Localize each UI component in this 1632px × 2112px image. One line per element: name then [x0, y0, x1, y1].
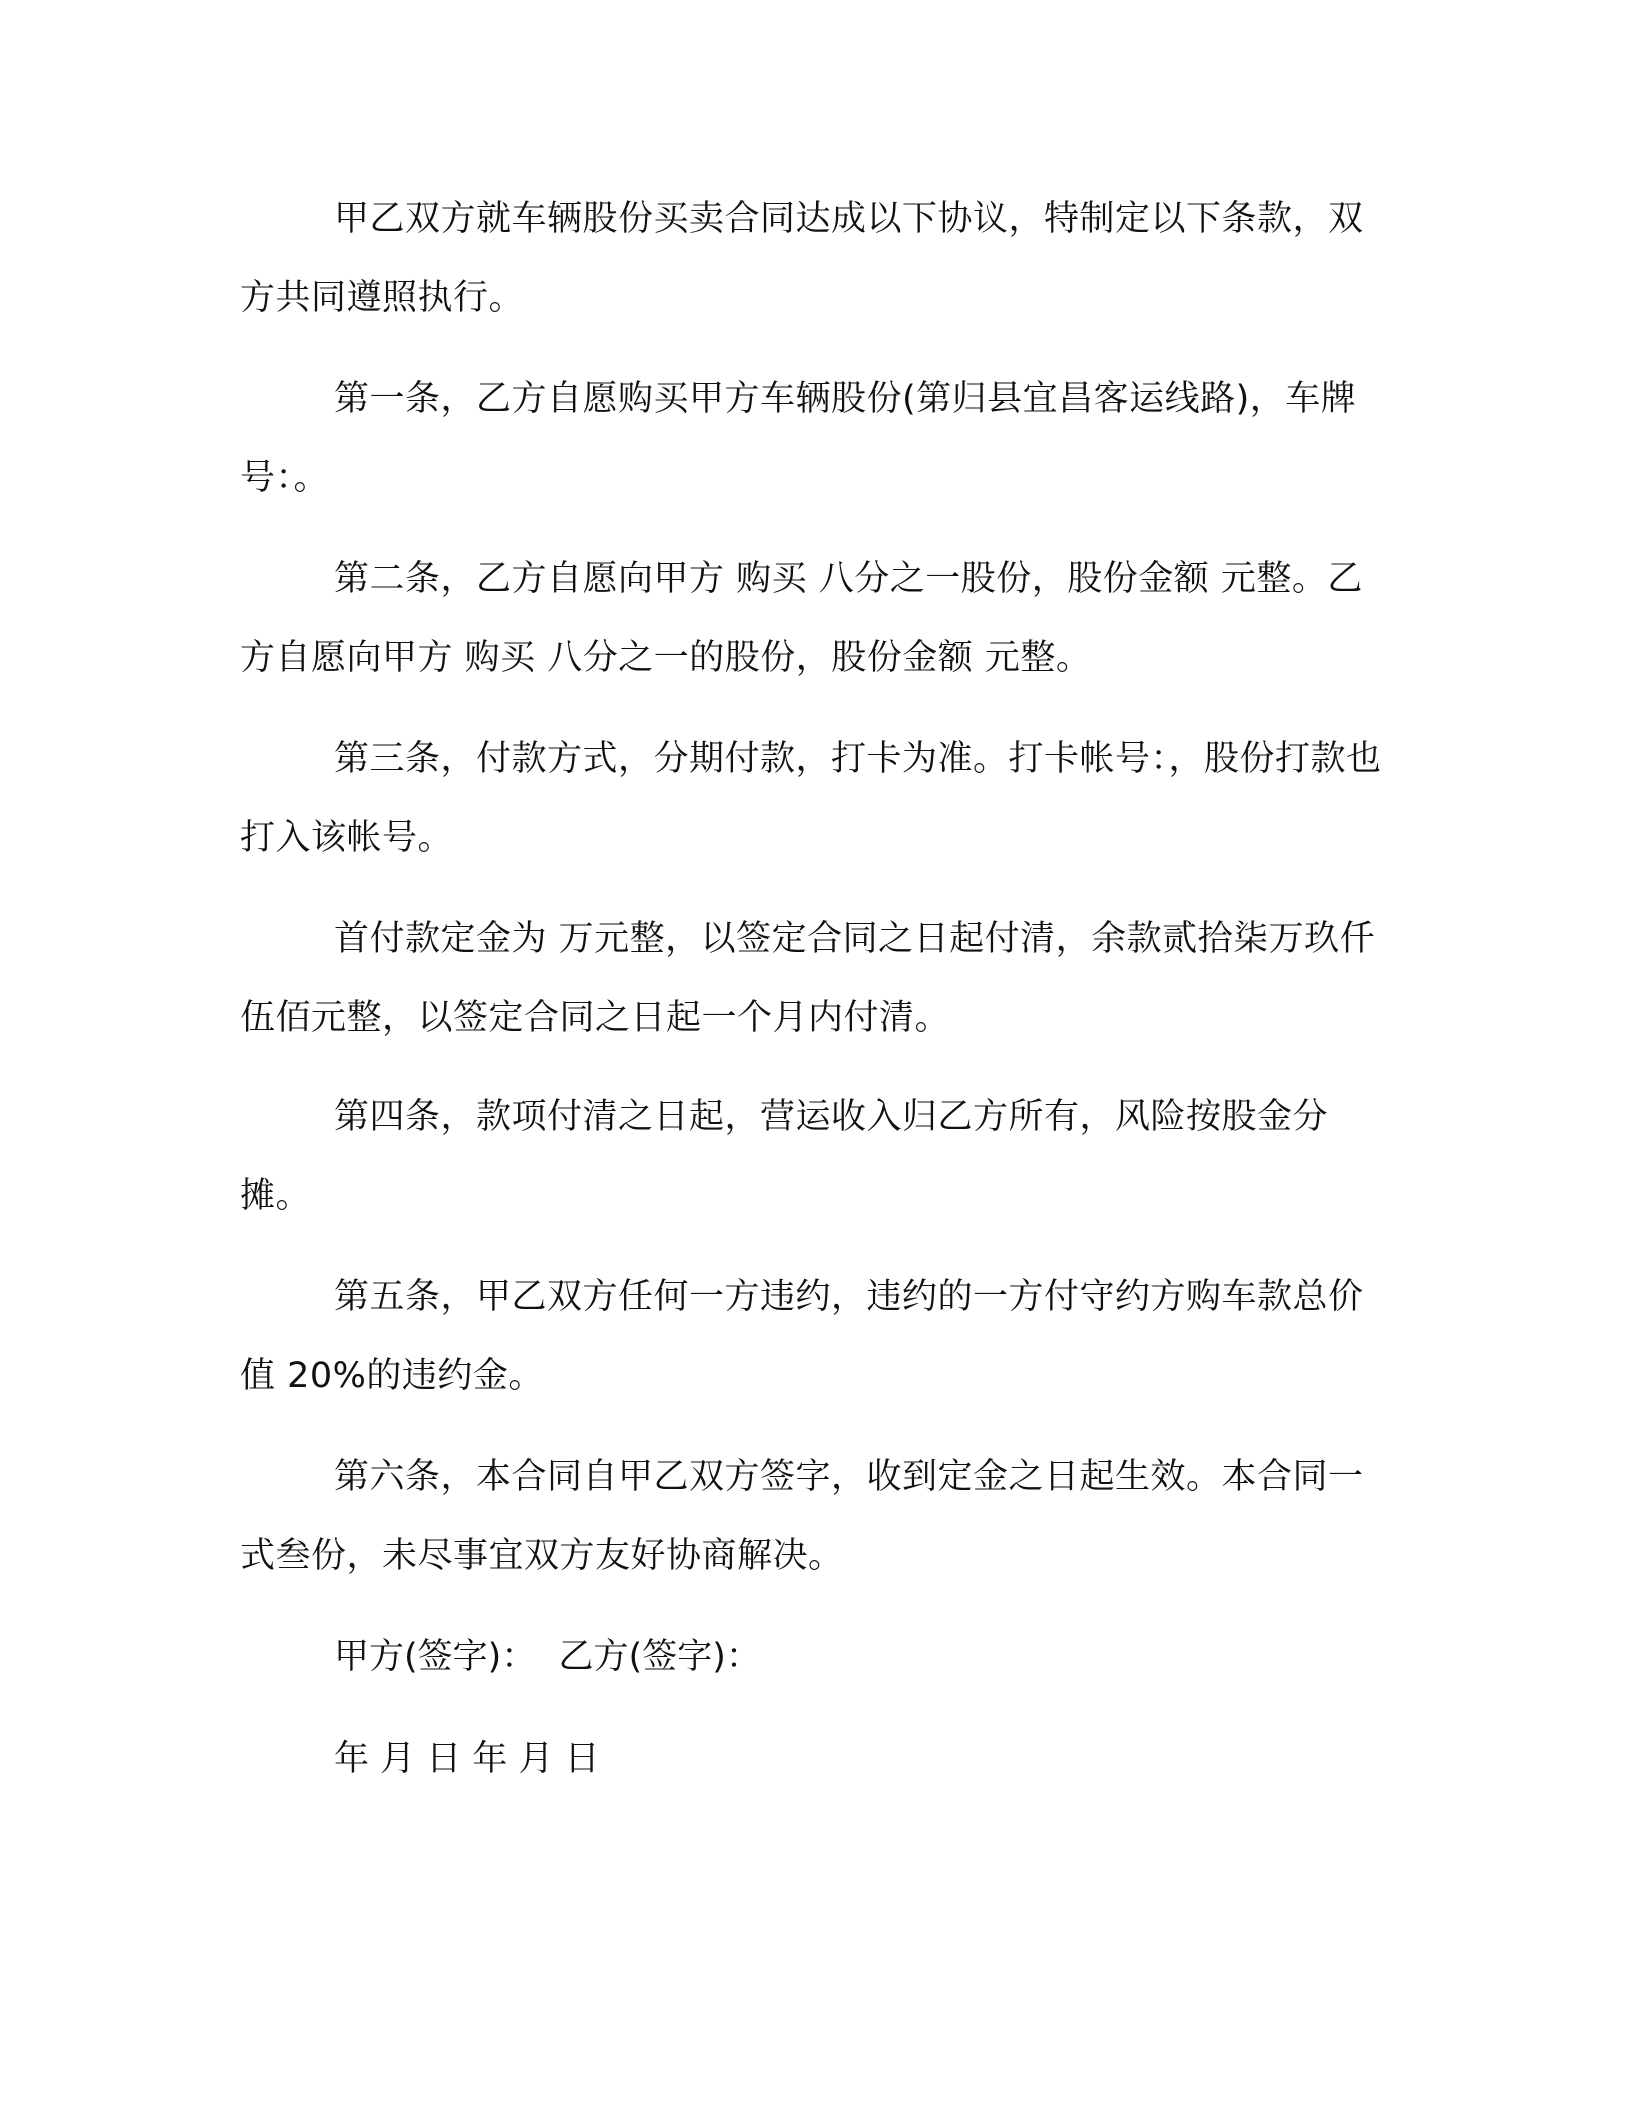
date-line: 年 月 日 年 月 日: [334, 1739, 600, 1779]
paragraph-article-4: 第四条，款项付清之日起，营运收入归乙方所有，风险按股金分摊。: [240, 1097, 1329, 1216]
paragraph-intro: 甲乙双方就车辆股份买卖合同达成以下协议，特制定以下条款，双方共同遵照执行。: [240, 199, 1364, 318]
signature-line: 甲方(签字)： 乙方(签字)：: [334, 1637, 761, 1677]
paragraph-article-2: 第二条，乙方自愿向甲方 购买 八分之一股份，股份金额 元整。乙方自愿向甲方 购买 八分之一的股份，股份金额 元整。: [240, 559, 1363, 678]
paragraph-article-1: 第一条，乙方自愿购买甲方车辆股份(第归县宜昌客运线路)，车牌号：。: [240, 379, 1357, 498]
paragraph-article-6: 第六条，本合同自甲乙双方签字，收到定金之日起生效。本合同一式叁份，未尽事宜双方友好协商解决。: [240, 1457, 1364, 1576]
paragraph-article-5: 第五条，甲乙双方任何一方违约，违约的一方付守约方购车款总价值 20%的违约金。: [240, 1277, 1364, 1396]
paragraph-article-3: 第三条，付款方式，分期付款，打卡为准。打卡帐号：，股份打款也打入该帐号。: [240, 739, 1382, 858]
paragraph-down-payment: 首付款定金为 万元整，以签定合同之日起付清，余款贰拾柒万玖仟伍佰元整，以签定合同之日起一个月内付清。: [240, 919, 1376, 1038]
